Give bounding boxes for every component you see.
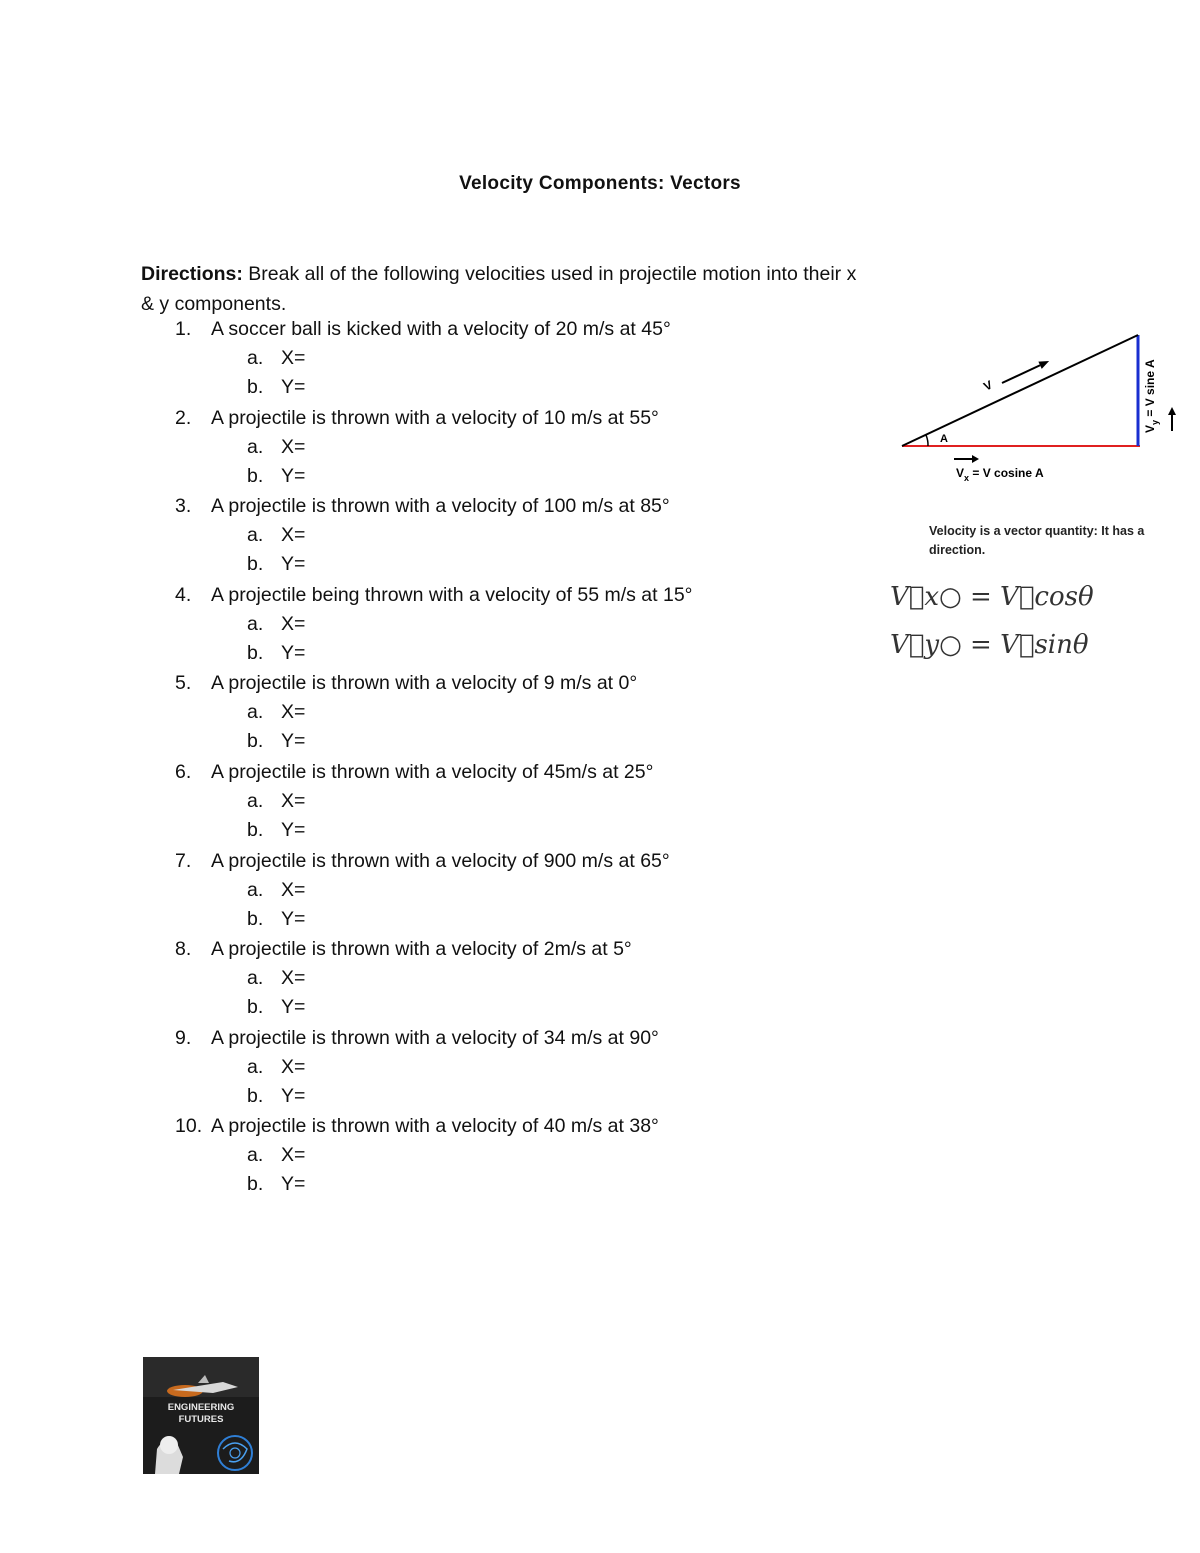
question-text: A projectile is thrown with a velocity of 100 m/s at 85° (211, 495, 670, 518)
question-text: A projectile is thrown with a velocity of 40 m/s at 38° (211, 1115, 659, 1138)
svg-text:FUTURES: FUTURES (178, 1414, 224, 1425)
answer-x: a. X= (247, 347, 306, 369)
angle-arc (926, 435, 928, 446)
answer-x: a. X= (247, 878, 306, 901)
formula-vx: V⃗x○ = V⃗cosθ (890, 582, 1094, 612)
question-item (141, 761, 881, 850)
answer-y: b. Y= (247, 464, 306, 487)
answer-x: a. X= (247, 967, 306, 990)
answer-y: b. Y= (247, 996, 306, 1019)
question-text: A projectile is thrown with a velocity of 900 m/s at 65° (211, 849, 670, 872)
vx-sub: x (964, 473, 970, 483)
engineering-futures-logo (143, 1357, 259, 1474)
question-item (141, 407, 881, 496)
question-number: 2. (175, 406, 192, 429)
vx-arrow-icon (954, 455, 979, 463)
question-item (141, 850, 881, 939)
vx-equation: = V cosine A (969, 466, 1044, 480)
question-item (141, 672, 881, 761)
answer-y: b. Y= (247, 818, 306, 841)
question-number: 7. (175, 849, 192, 872)
question-text: A projectile is thrown with a velocity of 45m/s at 25° (211, 760, 654, 783)
answer-y: b. Y= (247, 553, 306, 576)
question-number: 5. (175, 672, 192, 695)
answer-y: b. Y= (247, 1173, 306, 1196)
question-item (141, 1115, 881, 1204)
answer-x: a. X= (247, 789, 306, 812)
vy-arrow-icon (1168, 407, 1176, 431)
question-number: 10. (175, 1115, 203, 1138)
question-text: A projectile being thrown with a velocity of 55 m/s at 15° (211, 583, 693, 606)
question-number: 8. (175, 938, 192, 961)
answer-y: b. Y= (247, 376, 306, 398)
page-title: Velocity Components: Vectors (459, 173, 741, 194)
angle-label: A (940, 433, 948, 445)
formula-vy: V⃗y○ = V⃗sinθ (890, 630, 1089, 660)
logo-text: ENGINEERING (167, 1402, 235, 1413)
answer-x: a. X= (247, 612, 306, 635)
velocity-arrow-icon (1000, 357, 1051, 386)
question-number: 9. (175, 1026, 192, 1049)
question-number: 3. (175, 495, 192, 518)
vy-label: V (1143, 424, 1157, 433)
question-item (141, 938, 881, 1027)
question-text: A projectile is thrown with a velocity of 2m/s at 5° (211, 938, 632, 961)
diagram-caption: Velocity is a vector quantity: It has a direction. (929, 524, 1145, 557)
question-item (141, 495, 881, 584)
question-text: A projectile is thrown with a velocity of 34 m/s at 90° (211, 1026, 659, 1049)
vy-equation: = V sine A (1143, 359, 1157, 420)
v-label: V (981, 377, 995, 394)
answer-y: b. Y= (247, 730, 306, 753)
question-text: A soccer ball is kicked with a velocity of 20 m/s at 45° (211, 318, 671, 340)
vy-sub: y (1150, 419, 1160, 425)
answer-x: a. X= (247, 1055, 306, 1078)
answer-y: b. Y= (247, 1084, 306, 1107)
answer-x: a. X= (247, 435, 306, 458)
velocity-vector-line (902, 335, 1138, 446)
vector-diagram (890, 325, 1190, 495)
answer-x: a. X= (247, 524, 306, 547)
question-item (141, 1027, 881, 1116)
directions (141, 260, 861, 319)
question-item (141, 318, 881, 407)
question-list (141, 318, 881, 1204)
svg-text:Vx = V cosine A (956, 466, 1044, 483)
question-text: A projectile is thrown with a velocity of 9 m/s at 0° (211, 672, 638, 695)
answer-x: a. X= (247, 1144, 306, 1167)
svg-text:Vy = V sine A (1143, 359, 1160, 433)
question-number: 4. (175, 583, 192, 606)
directions-label: Directions: (141, 263, 243, 285)
vx-label: V (956, 466, 965, 480)
question-number: 1. (175, 318, 192, 340)
answer-y: b. Y= (247, 641, 306, 664)
answer-y: b. Y= (247, 907, 306, 930)
question-item (141, 584, 881, 673)
directions-text: Break all of the following velocities used in projectile motion into their x & y components. (141, 263, 857, 315)
answer-x: a. X= (247, 701, 306, 724)
question-text: A projectile is thrown with a velocity of 10 m/s at 55° (211, 406, 659, 429)
question-number: 6. (175, 760, 192, 783)
